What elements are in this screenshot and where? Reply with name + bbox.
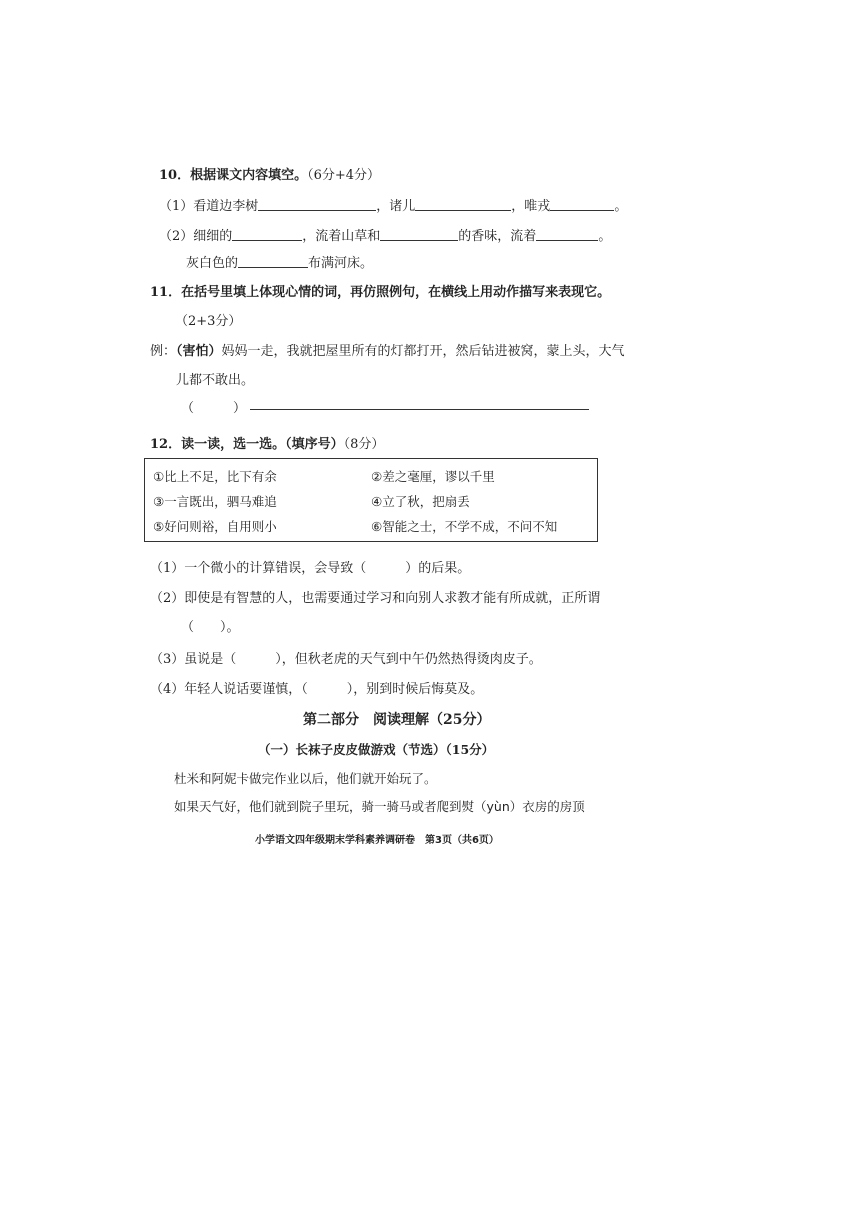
q10-line1-a: （1）看道边李树 — [159, 199, 259, 214]
idiom-1: ①比上不足，比下有余 — [153, 469, 277, 484]
q11-example-line1 — [150, 340, 625, 359]
q10-blank-6[interactable] — [536, 228, 598, 241]
q11-example-label: 例： — [150, 344, 177, 359]
q12-title-text: 12．读一读，选一选。（填序号） — [150, 437, 344, 452]
passage-para-1: 杜米和阿妮卡做完作业以后，他们就开始玩了。 — [174, 771, 437, 786]
q10-blank-5[interactable] — [380, 228, 458, 241]
q10-blank-4[interactable] — [232, 228, 302, 241]
q10-blank-2[interactable] — [415, 198, 511, 211]
q11-example-word: （害怕） — [176, 344, 222, 359]
idiom-3: ③一言既出，驷马难追 — [153, 494, 277, 509]
q10-blank-3[interactable] — [550, 198, 614, 211]
page-footer: 小学语文四年级期末学科素养调研卷 第3页（共6页） — [255, 835, 499, 846]
q12-item-2: （2）即使是有智慧的人，也需要通过学习和向别人求教才能有所成就，正所谓 — [150, 591, 601, 606]
passage-para-2: 如果天气好，他们就到院子里玩，骑一骑马或者爬到熨（yùn）衣房的房顶 — [174, 799, 585, 814]
q10-line2-c: 的香味，流着 — [458, 229, 537, 244]
q10-blank-1[interactable] — [258, 198, 376, 211]
idiom-2: ②差之毫厘，谬以千里 — [371, 469, 495, 484]
q10-line1-b: ，诸儿 — [376, 199, 416, 214]
q10-line1 — [159, 195, 627, 214]
part2-title: 第二部分 阅读理解（25分） — [303, 712, 491, 728]
q10-line2-a: （2）细细的 — [159, 229, 233, 244]
q10-blank-7[interactable] — [238, 255, 308, 268]
q12-item-4: （4）年轻人说话要谨慎，（ ），别到时候后悔莫及。 — [150, 682, 484, 697]
part2-subtitle: （一）长袜子皮皮做游戏（节选）（15分） — [258, 742, 495, 757]
idiom-4: ④立了秋，把扇丢 — [371, 494, 470, 509]
q10-line1-c: ，唯戎 — [511, 199, 551, 214]
q10-title — [159, 164, 380, 183]
q11-title: 11．在括号里填上体现心情的词，再仿照例句，在横线上用动作描写来表现它。 — [150, 285, 611, 300]
q10-line3 — [186, 252, 373, 271]
idiom-6: ⑥智能之士，不学不成，不问不知 — [371, 519, 558, 534]
idiom-box — [144, 458, 598, 542]
q10-line3-b: 布满河床。 — [308, 256, 374, 271]
q10-title-text: 10．根据课文内容填空。 — [159, 168, 308, 183]
q10-line2 — [159, 225, 611, 244]
idiom-5: ⑤好问则裕，自用则小 — [153, 519, 277, 534]
q10-line2-b: ，流着山草和 — [302, 229, 381, 244]
q12-title — [150, 433, 384, 452]
q11-answer-paren[interactable]: （ ） — [181, 401, 247, 416]
q11-points: （2+3分） — [175, 314, 242, 329]
q12-item-2-cont: （ ）。 — [181, 620, 240, 635]
q11-answer-line[interactable] — [250, 409, 589, 410]
q12-points: （8分） — [343, 437, 385, 452]
q12-item-1: （1）一个微小的计算错误，会导致（ ）的后果。 — [150, 561, 471, 576]
q10-points: （6分+4分） — [307, 168, 381, 183]
q11-example-line2: 儿都不敢出。 — [176, 373, 255, 388]
q11-example-text1: 妈妈一走，我就把屋里所有的灯都打开，然后钻进被窝，蒙上头，大气 — [221, 344, 625, 359]
q10-line3-a: 灰白色的 — [186, 256, 239, 271]
q10-line1-end: 。 — [614, 199, 628, 214]
q10-line2-end: 。 — [598, 229, 612, 244]
q12-item-3: （3）虽说是（ ），但秋老虎的天气到中午仍然热得烫肉皮子。 — [150, 652, 542, 667]
